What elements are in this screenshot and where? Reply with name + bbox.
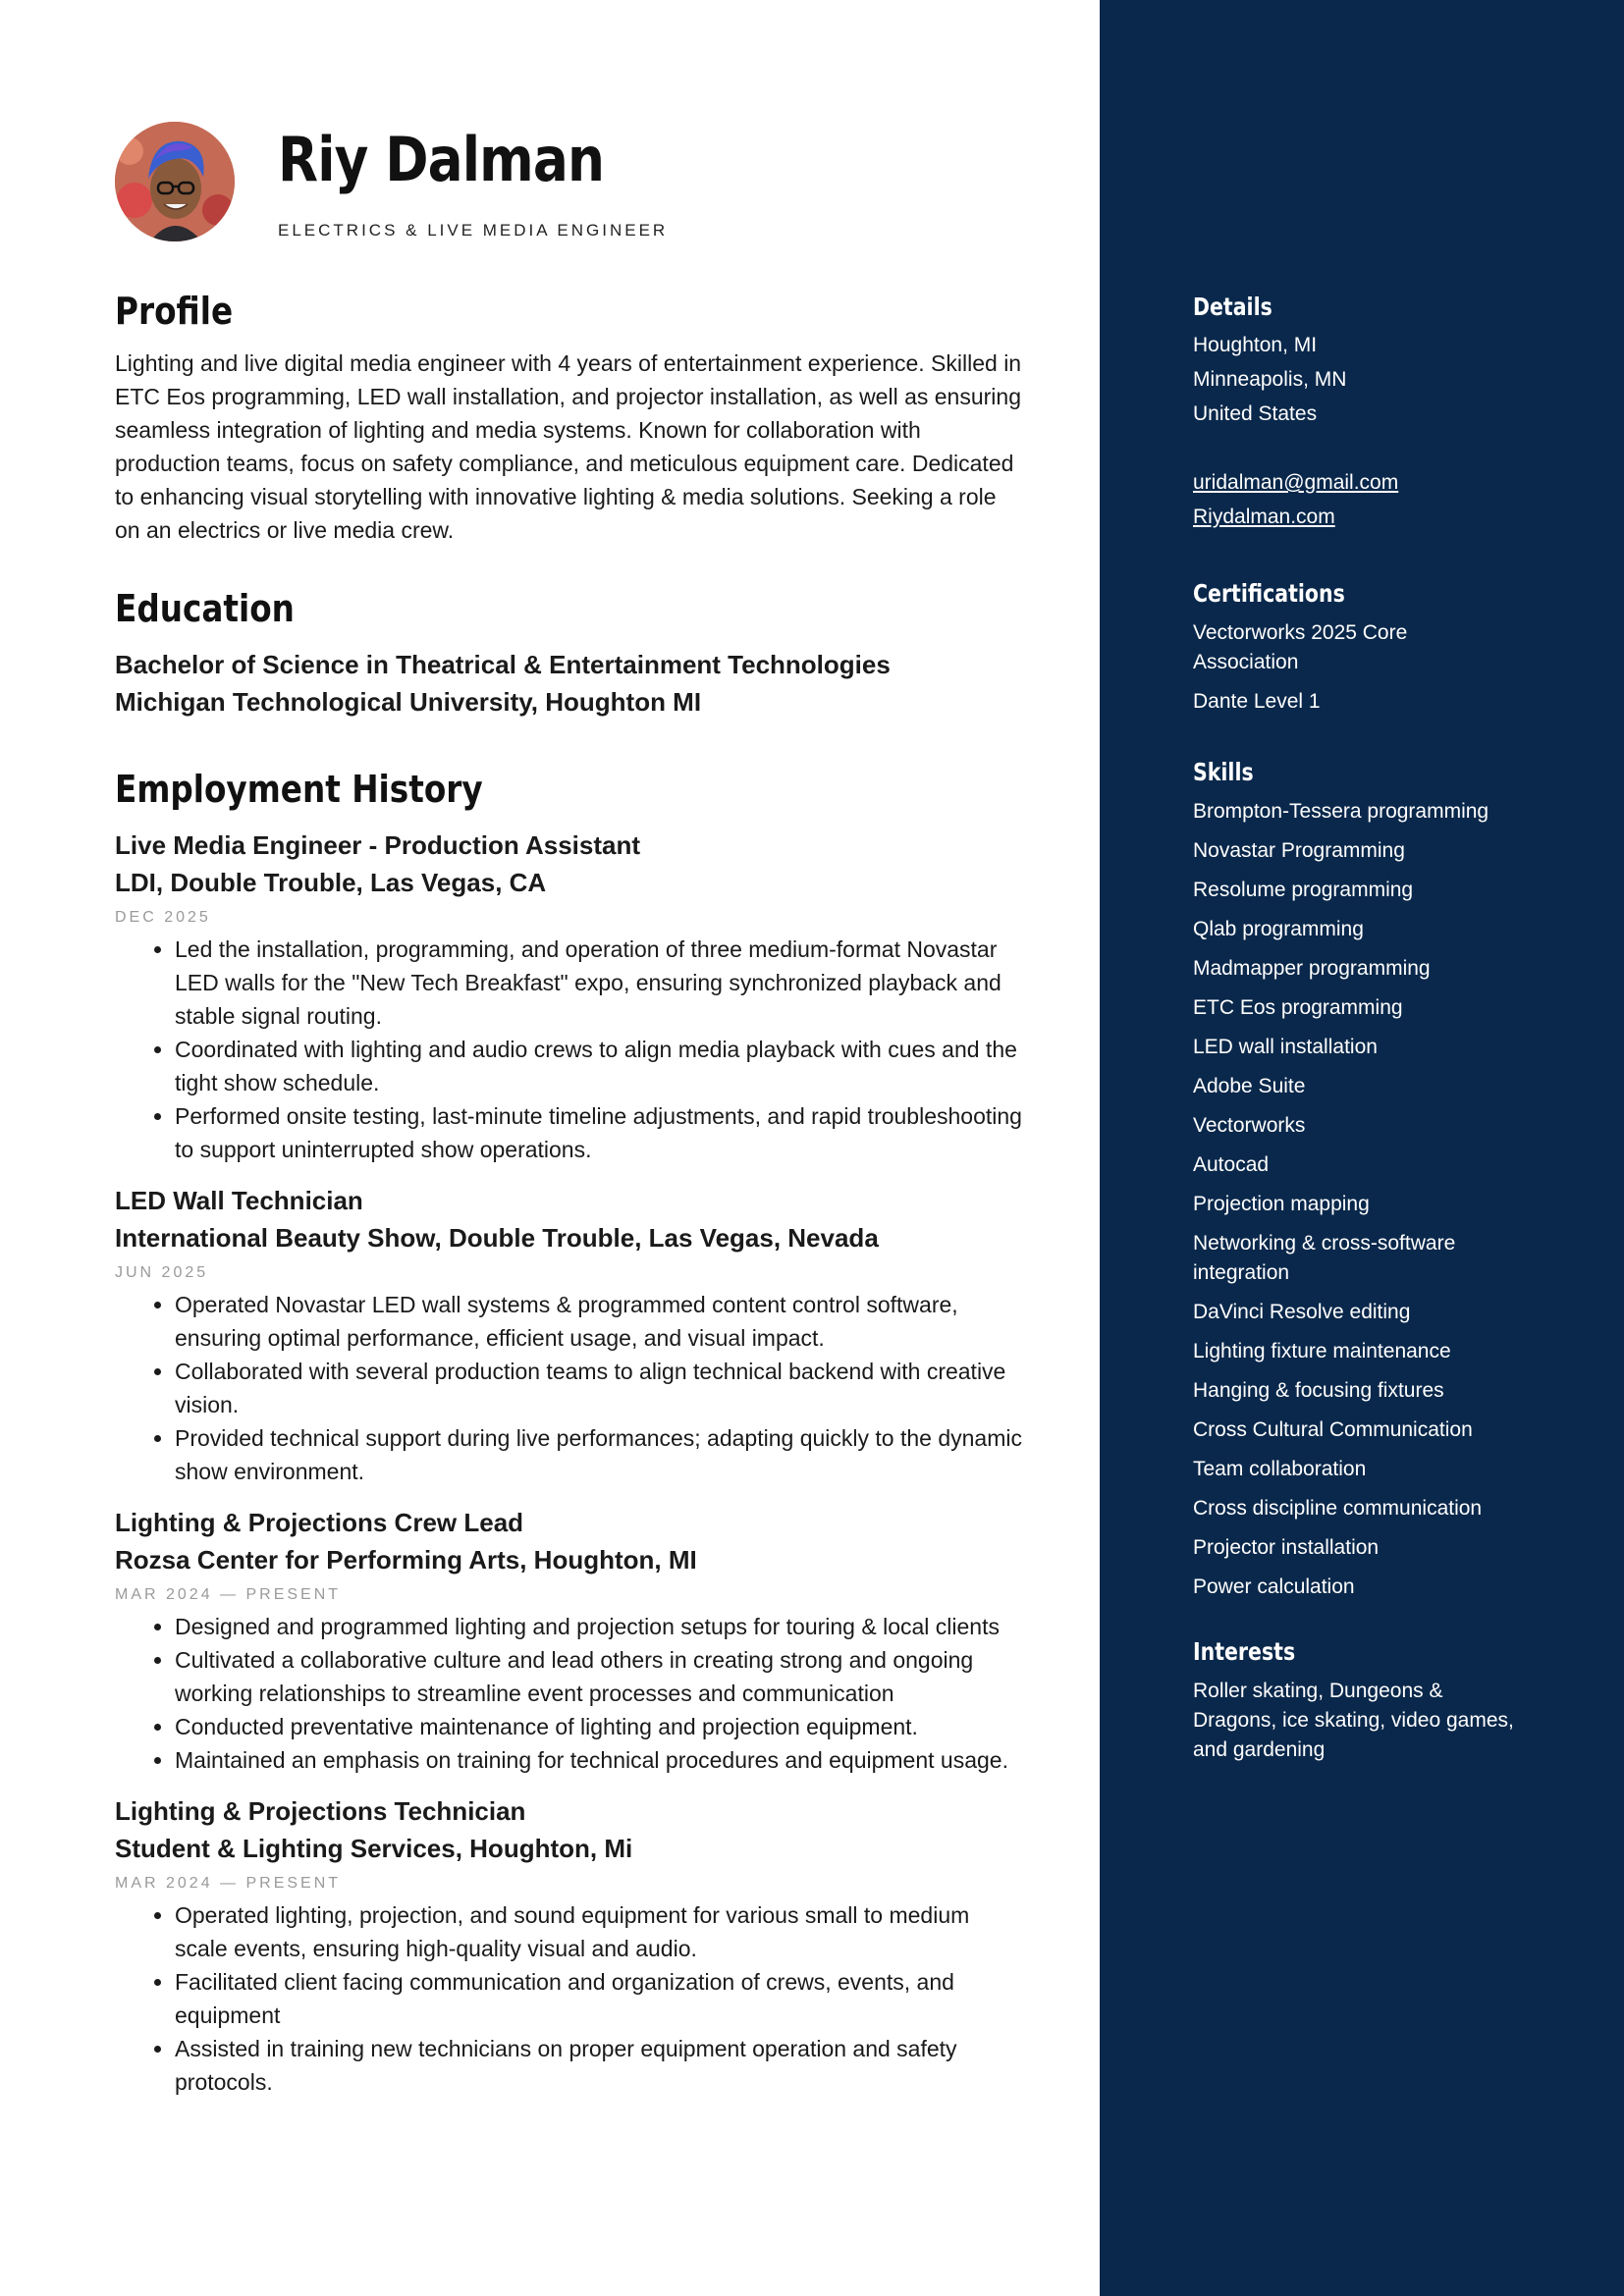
education-section (115, 587, 1028, 721)
skill-item: Hanging & focusing fixtures (1193, 1379, 1444, 1402)
resume-header (115, 122, 1028, 249)
job-title: Live Media Engineer - Production Assistant (115, 829, 641, 860)
certification-item: Vectorworks 2025 Core Association (1193, 621, 1408, 673)
job-organization: Student & Lighting Services, Houghton, Mi (115, 1833, 633, 1863)
skill-item: Projection mapping (1193, 1193, 1370, 1215)
interests-section (1193, 1635, 1576, 1765)
skill-item: Madmapper programming (1193, 957, 1431, 980)
skill-item: Cross Cultural Communication (1193, 1418, 1473, 1441)
interests-text: Roller skating, Dungeons & Dragons, ice skating, video games, and gardening (1193, 1680, 1514, 1761)
skill-item: Resolume programming (1193, 879, 1414, 901)
certifications-section (1193, 577, 1576, 726)
job-date: MAR 2024 — PRESENT (115, 1874, 342, 1892)
skill-item: Power calculation (1193, 1575, 1355, 1598)
job-entry (115, 1792, 1028, 2099)
job-bullet: • Assisted in training new technicians on proper equipment operation and safety protocols. (175, 2032, 1028, 2099)
skill-item: Brompton-Tessera programming (1193, 800, 1489, 823)
job-bullet: • Designed and programmed lighting and projection setups for touring & local clients (175, 1610, 1028, 1643)
employment-heading: Employment History (115, 768, 483, 811)
job-date: JUN 2025 (115, 1263, 209, 1281)
details-country: United States (1193, 402, 1318, 425)
skill-item: Cross discipline communication (1193, 1497, 1483, 1520)
details-location: Houghton, MI (1193, 334, 1318, 356)
skill-item: ETC Eos programming (1193, 996, 1403, 1019)
avatar (115, 122, 235, 241)
job-bullet: • Led the installation, programming, and operation of three medium-format Novastar LED walls for the "New Tech Breakfast" expo, ensuring synchronized playback and stable signal routing. (175, 933, 1028, 1033)
job-date: DEC 2025 (115, 908, 211, 926)
job-title: Lighting & Projections Crew Lead (115, 1507, 524, 1537)
details-section (1193, 291, 1576, 534)
job-title: LED Wall Technician (115, 1185, 363, 1215)
skill-item: LED wall installation (1193, 1036, 1378, 1058)
job-entry (115, 1182, 1028, 1488)
skill-item: Qlab programming (1193, 918, 1364, 940)
website-link[interactable]: Riydalman.com (1193, 506, 1335, 528)
job-bullets (115, 933, 1028, 1166)
details-location: Minneapolis, MN (1193, 368, 1347, 391)
education-heading: Education (115, 587, 295, 630)
candidate-name: Riy Dalman (278, 124, 605, 195)
skill-item: Projector installation (1193, 1536, 1380, 1559)
skill-item: Adobe Suite (1193, 1075, 1306, 1097)
job-organization: International Beauty Show, Double Trouble, Las Vegas, Nevada (115, 1222, 879, 1253)
skills-section (1193, 756, 1576, 1612)
interests-heading: Interests (1193, 1637, 1296, 1666)
job-bullets (115, 1898, 1028, 2099)
job-entry (115, 1504, 1028, 1777)
job-organization: Rozsa Center for Performing Arts, Houghton, MI (115, 1544, 697, 1575)
skills-heading: Skills (1193, 758, 1254, 786)
skill-item: Networking & cross-software integration (1193, 1232, 1456, 1284)
job-date: MAR 2024 — PRESENT (115, 1585, 342, 1603)
job-title: Lighting & Projections Technician (115, 1795, 526, 1826)
job-bullets (115, 1610, 1028, 1777)
details-heading: Details (1193, 293, 1272, 321)
skill-item: Lighting fixture maintenance (1193, 1340, 1451, 1362)
job-bullet: • Operated Novastar LED wall systems & programmed content control software, ensuring optimal performance, efficient usage, and visual impact. (175, 1288, 1028, 1355)
job-bullet: • Maintained an emphasis on training for technical procedures and equipment usage. (175, 1743, 1028, 1777)
job-bullet: • Conducted preventative maintenance of lighting and projection equipment. (175, 1710, 1028, 1743)
job-bullet: • Facilitated client facing communication and organization of crews, events, and equipment (175, 1965, 1028, 2032)
education-degree: Bachelor of Science in Theatrical & Entertainment Technologies (115, 649, 891, 679)
job-entry (115, 827, 1028, 1166)
profile-section (115, 290, 1028, 547)
education-school: Michigan Technological University, Houghton MI (115, 686, 702, 717)
job-bullet: • Cultivated a collaborative culture and lead others in creating strong and ongoing working relationships to streamline event processes and communication (175, 1643, 1028, 1710)
email-link[interactable]: uridalman@gmail.com (1193, 471, 1399, 494)
job-bullet: • Provided technical support during live performances; adapting quickly to the dynamic show environment. (175, 1421, 1028, 1488)
profile-text: Lighting and live digital media engineer with 4 years of entertainment experience. Skilled in ETC Eos programming, LED wall installation, and projector installation, as well as ensuring seamless integration of lighting and media systems. Known for collaboration with production teams, focus on safety compliance, and meticulous equipment care. Dedicated to enhancing visual storytelling with innovative lighting & media solutions. Seeking a role on an electrics or live media crew. (115, 349, 1022, 543)
certification-item: Dante Level 1 (1193, 690, 1321, 713)
skill-item: DaVinci Resolve editing (1193, 1301, 1411, 1323)
skill-item: Team collaboration (1193, 1458, 1367, 1480)
skill-item: Vectorworks (1193, 1114, 1306, 1137)
skills-list (1193, 797, 1576, 1602)
job-bullet: • Collaborated with several production teams to align technical backend with creative vision. (175, 1355, 1028, 1421)
sidebar (1100, 0, 1624, 2296)
job-organization: LDI, Double Trouble, Las Vegas, CA (115, 867, 547, 897)
employment-section (115, 768, 1028, 2099)
job-bullet: • Coordinated with lighting and audio crews to align media playback with cues and the tight show schedule. (175, 1033, 1028, 1099)
skill-item: Autocad (1193, 1153, 1270, 1176)
certifications-heading: Certifications (1193, 579, 1345, 608)
job-bullets (115, 1288, 1028, 1488)
job-bullet: • Performed onsite testing, last-minute timeline adjustments, and rapid troubleshooting to support uninterrupted show operations. (175, 1099, 1028, 1166)
avatar-portrait (115, 122, 235, 241)
job-bullet: • Operated lighting, projection, and sound equipment for various small to medium scale events, ensuring high-quality visual and audio. (175, 1898, 1028, 1965)
skill-item: Novastar Programming (1193, 839, 1405, 862)
profile-heading: Profile (115, 290, 234, 333)
candidate-subtitle: ELECTRICS & LIVE MEDIA ENGINEER (278, 221, 669, 240)
